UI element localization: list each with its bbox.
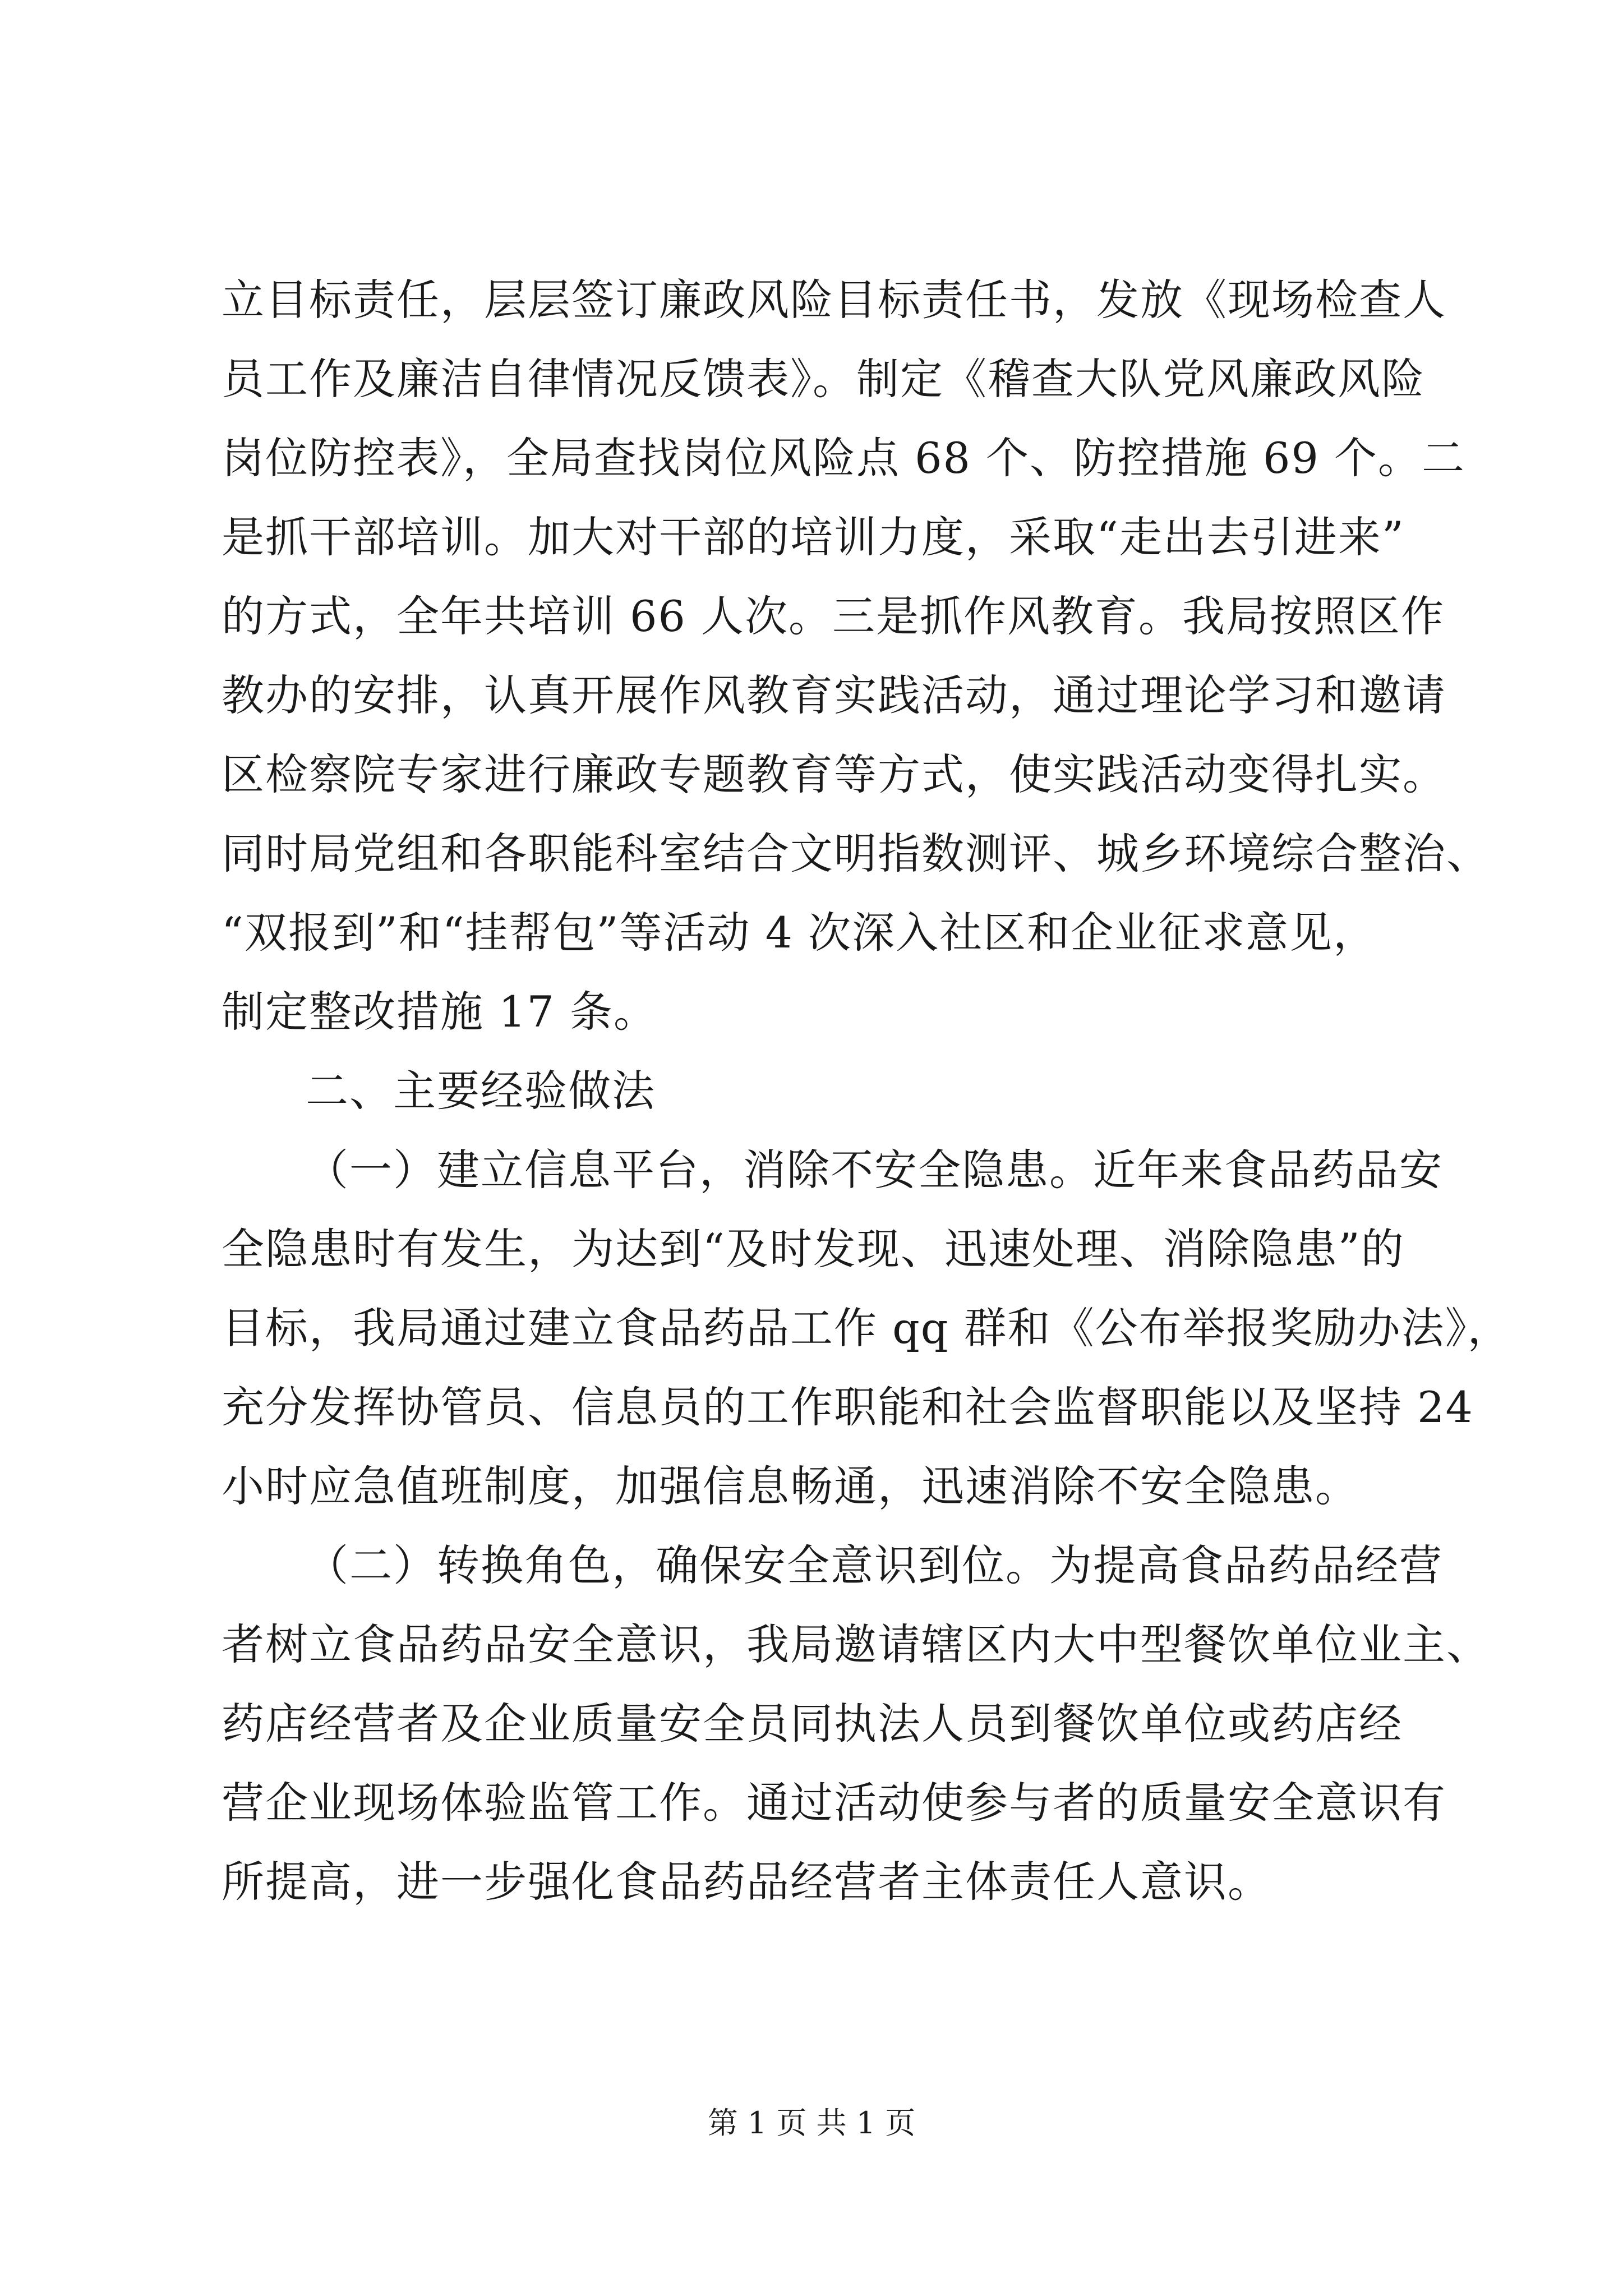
text-line: 营企业现场体验监管工作。通过活动使参与者的质量安全意识有 [222,1778,1446,1828]
text-line: 目标，我局通过建立食品药品工作 qq 群和《公布举报奖励办法》， [222,1303,1511,1353]
text-line: 小时应急值班制度，加强信息畅通，迅速消除不安全隐患。 [222,1461,1359,1511]
text-line: （一）建立信息平台，消除不安全隐患。近年来食品药品安 [306,1145,1443,1195]
text-line: 教办的安排，认真开展作风教育实践活动，通过理论学习和邀请 [222,670,1446,720]
text-line: 制定整改措施 17 条。 [222,987,658,1037]
text-line: 二、主要经验做法 [306,1066,656,1116]
page-footer: 第 1 页 共 1 页 [707,2105,916,2141]
text-line: 是抓干部培训。加大对干部的培训力度，采取“走出去引进来” [222,512,1405,562]
text-line: 岗位防控表》，全局查找岗位风险点 68 个、防控措施 69 个。二 [222,433,1466,483]
text-line: 者树立食品药品安全意识，我局邀请辖区内大中型餐饮单位业主、 [222,1619,1490,1669]
text-line: 充分发挥协管员、信息员的工作职能和社会监督职能以及坚持 24 [222,1382,1474,1432]
text-line: 的方式，全年共培训 66 人次。三是抓作风教育。我局按照区作 [222,591,1445,641]
text-line: “双报到”和“挂帮包”等活动 4 次深入社区和企业征求意见， [222,908,1377,958]
text-line: 药店经营者及企业质量安全员同执法人员到餐饮单位或药店经 [222,1699,1403,1749]
text-line: 所提高，进一步强化食品药品经营者主体责任人意识。 [222,1857,1271,1907]
text-line: 同时局党组和各职能科室结合文明指数测评、城乡环境综合整治、 [222,829,1490,878]
text-line: 全隐患时有发生，为达到“及时发现、迅速处理、消除隐患”的 [222,1224,1405,1274]
text-line: 立目标责任，层层签订廉政风险目标责任书，发放《现场检查人 [222,275,1446,325]
text-line: 区检察院专家进行廉政专题教育等方式，使实践活动变得扎实。 [222,749,1446,799]
text-line: （二）转换角色，确保安全意识到位。为提高食品药品经营 [306,1540,1443,1590]
text-line: 员工作及廉洁自律情况反馈表》。制定《稽查大队党风廉政风险 [222,354,1425,404]
